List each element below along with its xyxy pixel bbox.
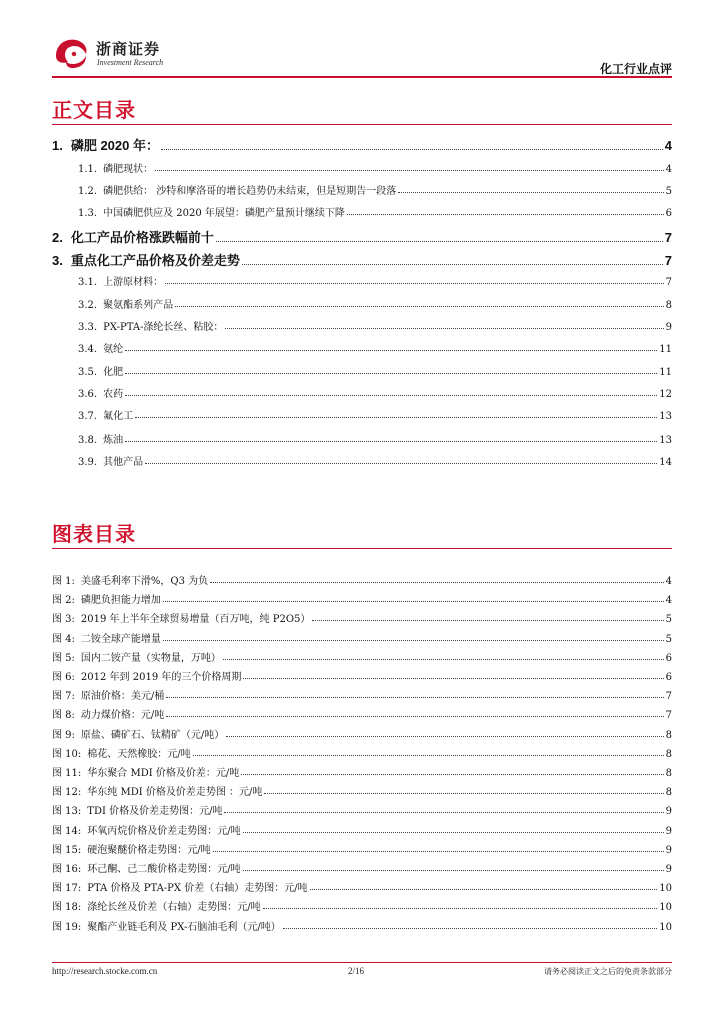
figure-entry[interactable] xyxy=(52,745,672,760)
figure-entry-page: 10 xyxy=(659,922,672,933)
figure-leader-dots xyxy=(166,697,663,698)
toc-entry-number: 3.7. xyxy=(78,411,98,422)
toc-entry-page: 4 xyxy=(664,138,672,153)
figure-entry-label: 图 18: xyxy=(52,902,82,913)
toc-entry[interactable] xyxy=(78,204,672,219)
figure-entry[interactable] xyxy=(52,649,672,664)
toc-entry-number: 3.9. xyxy=(78,457,98,468)
toc-leader-dots xyxy=(125,395,657,396)
figure-entry-label: 图 10: xyxy=(52,749,82,760)
figure-entry[interactable] xyxy=(52,783,672,798)
toc-entry-text: 磷肥现状： xyxy=(103,164,154,175)
figure-leader-dots xyxy=(283,928,658,929)
toc-leader-dots xyxy=(242,264,663,265)
toc-entry-page: 6 xyxy=(665,208,672,219)
toc-leader-dots xyxy=(347,214,664,215)
figure-entry-text: 涤纶长丝及价差（右轴）走势图：元/吨 xyxy=(87,902,261,913)
figure-entry-page: 7 xyxy=(665,691,672,702)
toc-entry-page: 11 xyxy=(659,367,672,378)
figure-entry[interactable] xyxy=(52,860,672,875)
figure-entry[interactable] xyxy=(52,918,672,933)
toc-entry-number: 3.5. xyxy=(78,367,98,378)
header-divider xyxy=(52,76,672,78)
figure-entry[interactable] xyxy=(52,706,672,721)
toc-leader-dots xyxy=(125,373,657,374)
figure-leader-dots xyxy=(193,755,664,756)
toc-leader-dots xyxy=(125,441,657,442)
figures-title: 图表目录 xyxy=(52,522,136,546)
toc-entry-page: 7 xyxy=(665,277,672,288)
figure-entry-text: PTA 价格及 PTA-PX 价差（右轴）走势图：元/吨 xyxy=(87,883,308,894)
figure-entry-page: 4 xyxy=(665,576,672,587)
toc-entry-page: 14 xyxy=(659,457,672,468)
footer-url[interactable]: http://research.stocke.com.cn xyxy=(52,966,158,976)
figure-leader-dots xyxy=(243,870,664,871)
figure-entry-text: 环己酮、己二酸价格走势图：元/吨 xyxy=(87,864,241,875)
toc-entry-text: 中国磷肥供应及 2020 年展望：磷肥产量预计继续下降 xyxy=(103,208,345,219)
figure-leader-dots xyxy=(210,582,663,583)
figure-leader-dots xyxy=(264,793,663,794)
figure-entry-text: 原油价格：美元/桶 xyxy=(80,691,165,702)
toc-entry[interactable] xyxy=(52,227,672,246)
toc-entry-page: 9 xyxy=(665,322,672,333)
toc-entry-text: 农药 xyxy=(103,389,124,400)
figure-entry-label: 图 17: xyxy=(52,883,82,894)
company-name-en: Investment Research xyxy=(97,58,164,67)
toc-entry-number: 3.3. xyxy=(78,322,98,333)
figure-entry-label: 图 5: xyxy=(52,653,75,664)
footer-divider xyxy=(52,962,672,963)
figure-leader-dots xyxy=(312,620,663,621)
figure-leader-dots xyxy=(241,774,663,775)
toc-entry[interactable] xyxy=(78,318,672,333)
figure-leader-dots xyxy=(213,851,664,852)
toc-entry-text: PX-PTA-涤纶长丝、粘胶： xyxy=(103,322,224,333)
figure-entry[interactable] xyxy=(52,591,672,606)
figure-entry[interactable] xyxy=(52,802,672,817)
figure-entry-label: 图 12: xyxy=(52,787,82,798)
figure-entry-label: 图 4: xyxy=(52,634,75,645)
toc-entry[interactable] xyxy=(78,296,672,311)
figure-entry-text: 国内二铵产量（实物量，万吨） xyxy=(80,653,221,664)
figure-entry[interactable] xyxy=(52,687,672,702)
figure-entry-text: 原盐、磷矿石、钛精矿（元/吨） xyxy=(80,730,225,741)
toc-entry[interactable] xyxy=(78,340,672,355)
figure-leader-dots xyxy=(243,678,663,679)
toc-leader-dots xyxy=(145,463,657,464)
figure-entry-text: 2019 年上半年全球贸易增量（百万吨，纯 P2O5） xyxy=(80,614,311,625)
page-header xyxy=(52,28,672,78)
toc-entry[interactable] xyxy=(78,431,672,446)
toc-entry-text: 氟化工 xyxy=(103,411,134,422)
figure-entry[interactable] xyxy=(52,668,672,683)
toc-leader-dots xyxy=(216,241,663,242)
figure-leader-dots xyxy=(223,659,664,660)
figure-entry[interactable] xyxy=(52,630,672,645)
figure-entry-label: 图 9: xyxy=(52,730,75,741)
figure-entry-label: 图 14: xyxy=(52,826,82,837)
figure-entry-page: 8 xyxy=(665,730,672,741)
toc-entry-page: 13 xyxy=(659,435,672,446)
toc-title: 正文目录 xyxy=(52,98,136,122)
figure-entry-page: 8 xyxy=(665,749,672,760)
toc-entry[interactable] xyxy=(78,407,672,422)
figure-leader-dots xyxy=(224,812,663,813)
figure-entry-label: 图 6: xyxy=(52,672,75,683)
figure-entry-label: 图 2: xyxy=(52,595,75,606)
figure-leader-dots xyxy=(226,736,663,737)
toc-leader-dots xyxy=(398,192,663,193)
toc-entry-text: 化工产品价格涨跌幅前十 xyxy=(70,230,214,245)
figure-entry-text: 美盛毛利率下滑%，Q3 为负 xyxy=(80,576,209,587)
figure-entry-text: 环氧丙烷价格及价差走势图：元/吨 xyxy=(87,826,241,837)
figure-entry-text: 华东聚合 MDI 价格及价差：元/吨 xyxy=(87,768,240,779)
figure-entry[interactable] xyxy=(52,841,672,856)
figure-entry-text: 2012 年到 2019 年的三个价格周期 xyxy=(80,672,242,683)
figure-leader-dots xyxy=(243,832,664,833)
toc-entry-text: 氨纶 xyxy=(103,344,124,355)
toc-leader-dots xyxy=(165,283,664,284)
toc-entry[interactable] xyxy=(52,135,672,154)
figure-entry-label: 图 15: xyxy=(52,845,82,856)
figure-entry[interactable] xyxy=(52,572,672,587)
toc-entry[interactable] xyxy=(78,273,672,288)
toc-entry-page: 7 xyxy=(664,253,672,268)
figure-entry-page: 4 xyxy=(665,595,672,606)
figure-entry-page: 9 xyxy=(665,864,672,875)
toc-entry-page: 7 xyxy=(664,230,672,245)
figure-entry-page: 5 xyxy=(665,634,672,645)
toc-entry-number: 3.6. xyxy=(78,389,98,400)
report-type: 化工行业点评 xyxy=(599,62,672,76)
figure-leader-dots xyxy=(163,640,664,641)
figure-entry-page: 8 xyxy=(665,768,672,779)
figure-entry-page: 10 xyxy=(659,902,672,913)
toc-leader-dots xyxy=(175,306,664,307)
toc-entry-number: 1.2. xyxy=(78,186,98,197)
toc-entry-text: 炼油 xyxy=(103,435,124,446)
toc-entry-number: 3.8. xyxy=(78,435,98,446)
toc-entry-page: 11 xyxy=(659,344,672,355)
toc-entry-text: 聚氨酯系列产品 xyxy=(103,300,174,311)
figure-entry-page: 9 xyxy=(665,826,672,837)
toc-entry-page: 12 xyxy=(659,389,672,400)
toc-entry-text: 重点化工产品价格及价差走势 xyxy=(70,253,240,268)
figure-entry[interactable] xyxy=(52,822,672,837)
figure-leader-dots xyxy=(166,716,663,717)
figure-entry-page: 6 xyxy=(665,653,672,664)
figure-entry-label: 图 19: xyxy=(52,922,82,933)
toc-leader-dots xyxy=(225,328,663,329)
toc-entry-number: 3.1. xyxy=(78,277,98,288)
toc-leader-dots xyxy=(155,170,664,171)
toc-entry[interactable] xyxy=(78,385,672,400)
toc-entry-number: 3.2. xyxy=(78,300,98,311)
toc-entry-text: 化肥 xyxy=(103,367,124,378)
figure-leader-dots xyxy=(263,908,658,909)
toc-entry-page: 4 xyxy=(665,164,672,175)
toc-leader-dots xyxy=(161,149,663,150)
figure-entry-label: 图 7: xyxy=(52,691,75,702)
figure-entry-text: 二铵全球产能增量 xyxy=(80,634,161,645)
figure-entry[interactable] xyxy=(52,898,672,913)
figure-entry[interactable] xyxy=(52,610,672,625)
figure-entry-page: 8 xyxy=(665,787,672,798)
toc-entry-text: 其他产品 xyxy=(103,457,144,468)
toc-entry-number: 1.3. xyxy=(78,208,98,219)
figure-entry-text: 棉花、天然橡胶：元/吨 xyxy=(87,749,191,760)
toc-entry-page: 13 xyxy=(659,411,672,422)
figure-entry-page: 5 xyxy=(665,614,672,625)
toc-entry-number: 2. xyxy=(52,230,63,245)
figure-entry-text: 聚酯产业链毛利及 PX-石脑油毛利（元/吨） xyxy=(87,922,281,933)
figure-leader-dots xyxy=(310,889,658,890)
toc-entry[interactable] xyxy=(78,182,672,197)
toc-entry-number: 3.4. xyxy=(78,344,98,355)
toc-entry-number: 3. xyxy=(52,253,63,268)
toc-entry-text: 磷肥 2020 年： xyxy=(70,138,159,153)
figure-entry-text: 磷肥负担能力增加 xyxy=(80,595,161,606)
toc-entry[interactable] xyxy=(78,160,672,175)
figure-entry-label: 图 3: xyxy=(52,614,75,625)
toc-entry[interactable] xyxy=(52,250,672,269)
figure-entry-label: 图 1: xyxy=(52,576,75,587)
toc-entry-page: 8 xyxy=(665,300,672,311)
toc-title-divider xyxy=(52,124,672,125)
toc-entry-text: 磷肥供给： 沙特和摩洛哥的增长趋势仍未结束，但是短期告一段落 xyxy=(103,186,397,197)
figure-entry-text: TDI 价格及价差走势图：元/吨 xyxy=(87,806,223,817)
figure-entry-text: 华东纯 MDI 价格及价差走势图 ：元/吨 xyxy=(87,787,263,798)
toc-leader-dots xyxy=(135,417,657,418)
figure-entry-text: 硬泡聚醚价格走势图：元/吨 xyxy=(87,845,211,856)
figure-entry[interactable] xyxy=(52,764,672,779)
figure-entry-label: 图 11: xyxy=(52,768,82,779)
figure-entry-page: 9 xyxy=(665,806,672,817)
figure-entry-page: 10 xyxy=(659,883,672,894)
figure-entry[interactable] xyxy=(52,879,672,894)
footer-page-number: 2/16 xyxy=(348,966,365,976)
figure-entry-page: 9 xyxy=(665,845,672,856)
footer-disclaimer: 请务必阅读正文之后的免责条款部分 xyxy=(544,967,672,976)
toc-entry-text: 上游原材料： xyxy=(103,277,164,288)
figure-entry-label: 图 8: xyxy=(52,710,75,721)
figure-leader-dots xyxy=(163,601,664,602)
figure-entry-text: 动力煤价格：元/吨 xyxy=(80,710,165,721)
toc-entry-page: 5 xyxy=(665,186,672,197)
company-logo-icon xyxy=(52,36,92,70)
toc-entry[interactable] xyxy=(78,363,672,378)
figures-title-divider xyxy=(52,548,672,549)
figure-entry[interactable] xyxy=(52,726,672,741)
figure-entry-label: 图 13: xyxy=(52,806,82,817)
figure-entry-label: 图 16: xyxy=(52,864,82,875)
company-name-cn: 浙商证券 xyxy=(96,40,161,58)
toc-entry[interactable] xyxy=(78,453,672,468)
figure-entry-page: 6 xyxy=(665,672,672,683)
toc-entry-number: 1.1. xyxy=(78,164,98,175)
toc-leader-dots xyxy=(125,350,657,351)
toc-entry-number: 1. xyxy=(52,138,63,153)
figure-entry-page: 7 xyxy=(665,710,672,721)
